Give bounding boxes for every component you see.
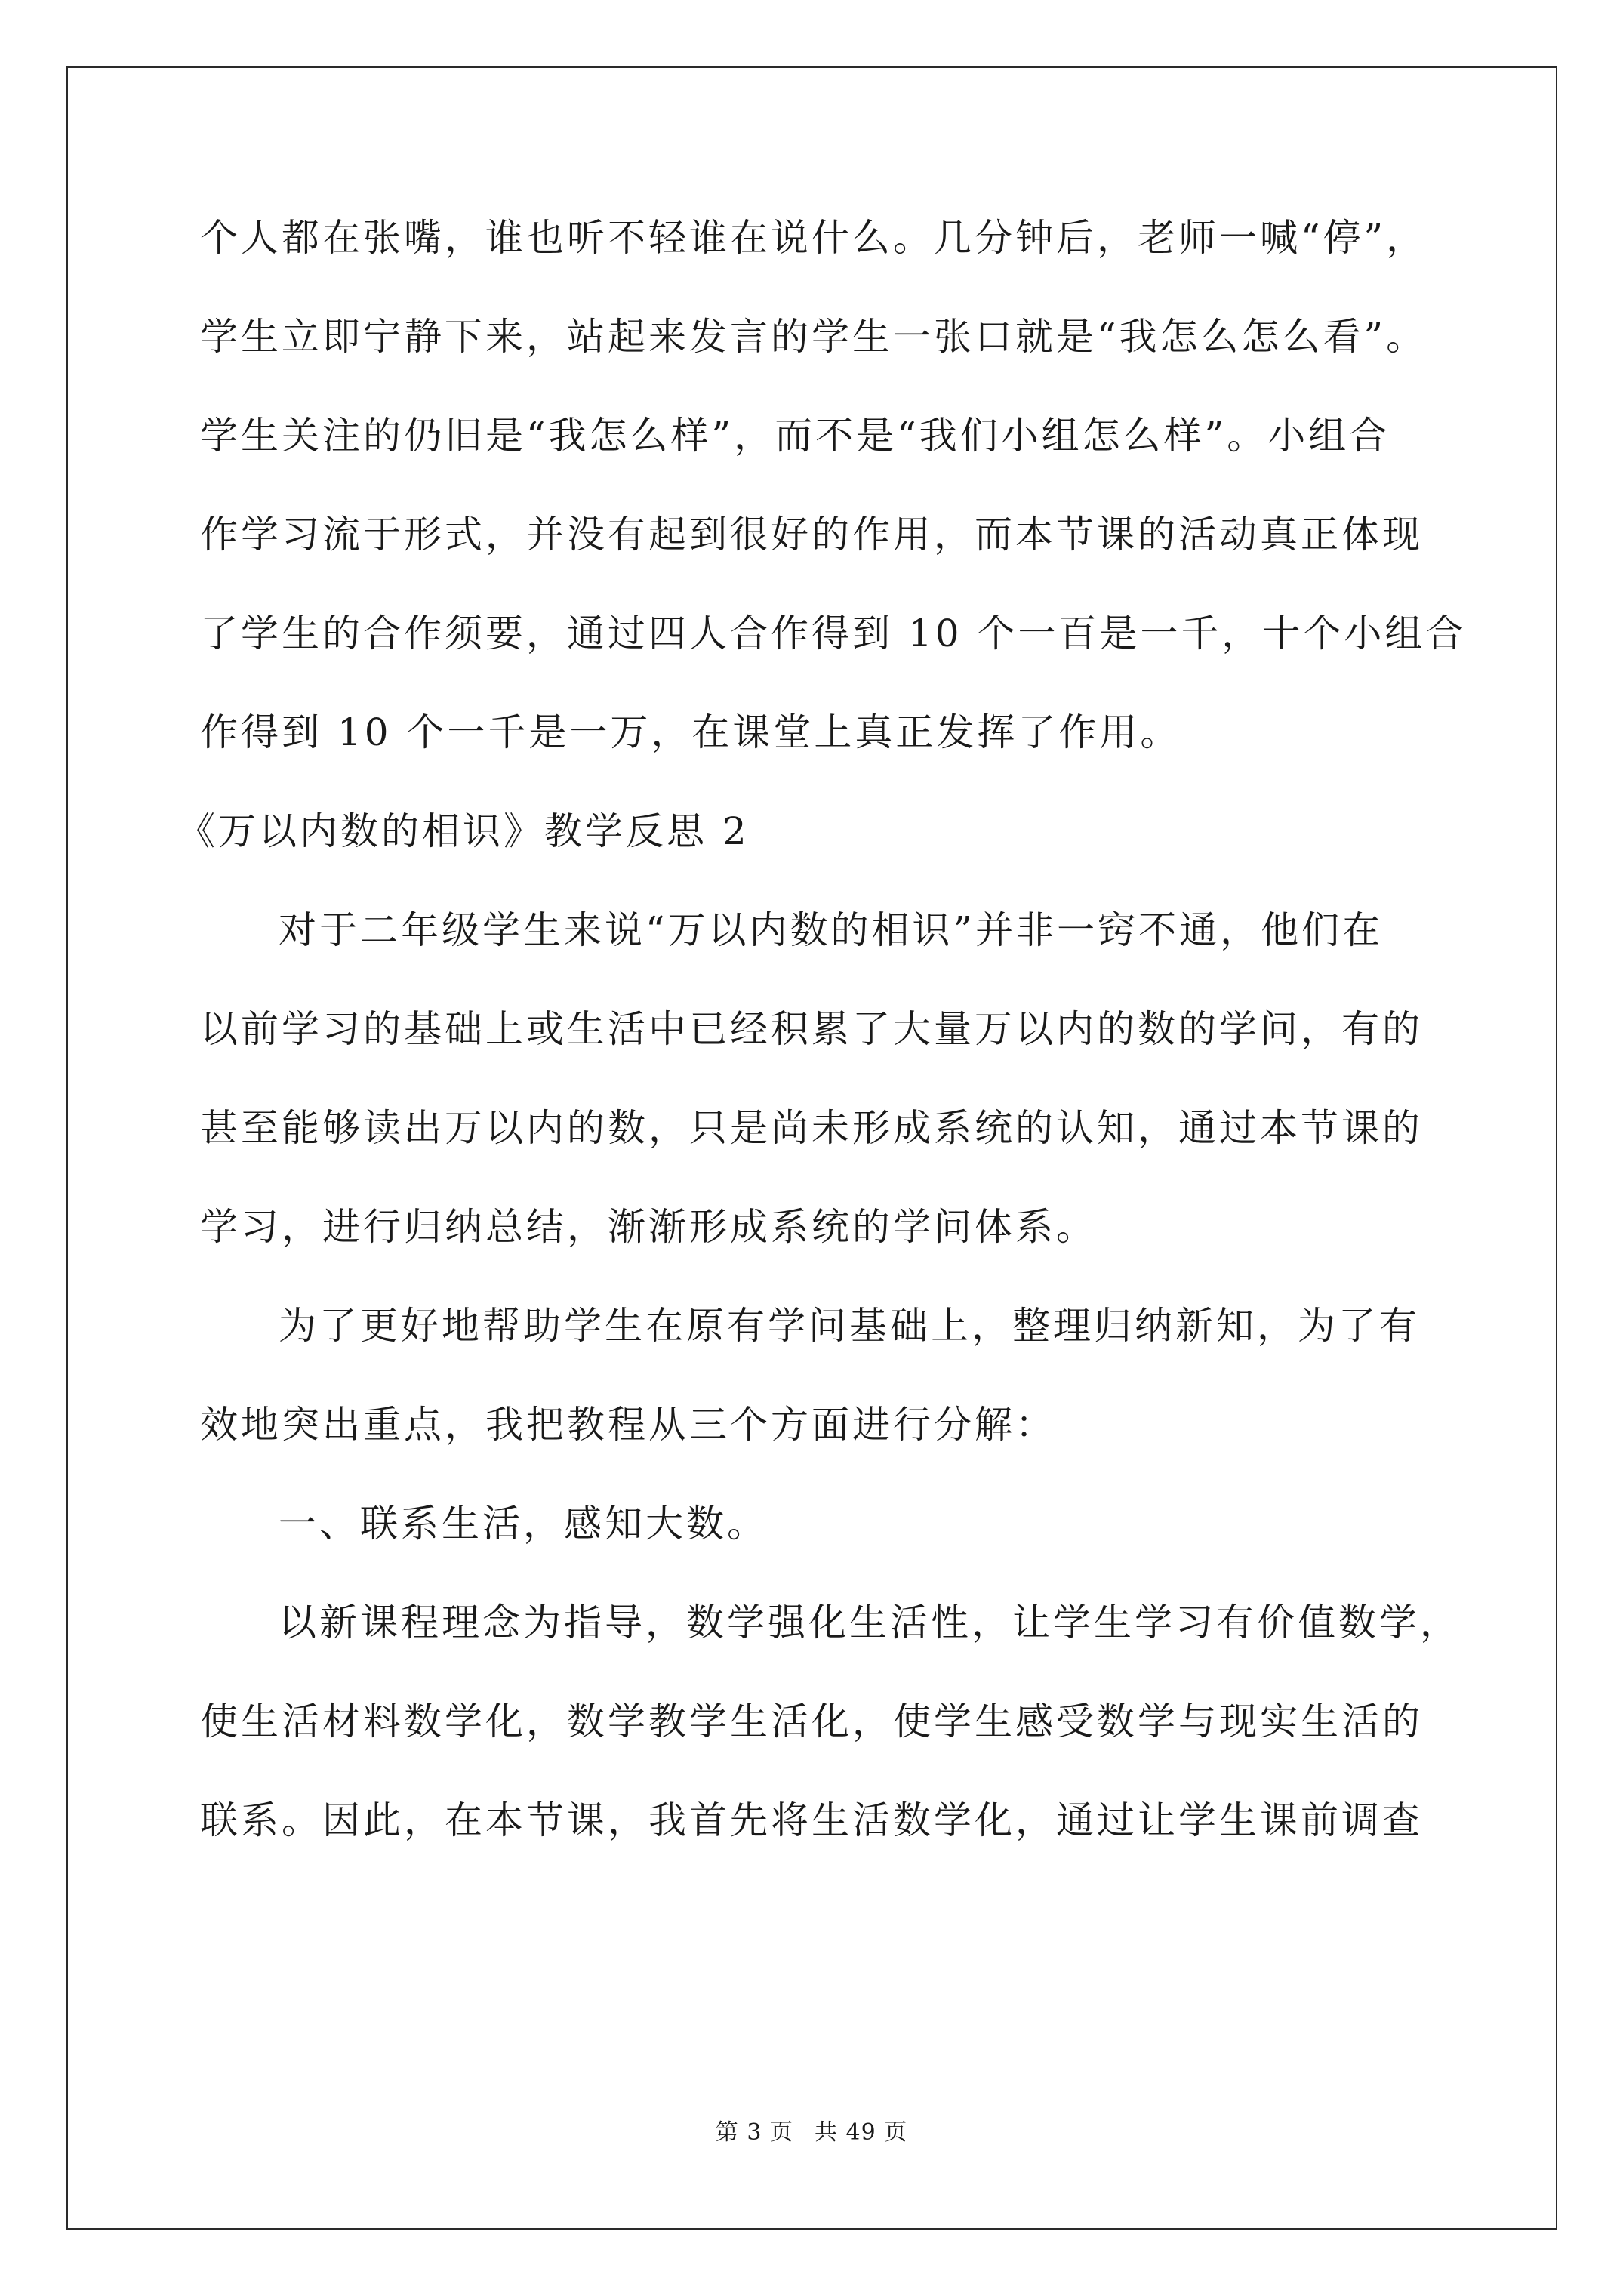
subheading-line: 一、联系生活，感知大数。: [279, 1502, 768, 1546]
page-total: 共 49 页: [814, 2119, 908, 2146]
body-line-4: 作学习流于形式，并没有起到很好的作用，而本节课的活动真正体现: [200, 513, 1423, 556]
body-line-6: 作得到 10 个一千是一万，在课堂上真正发挥了作用。: [200, 710, 1181, 754]
paragraph-line-3: 甚至能够读出万以内的数，只是尚未形成系统的认知，通过本节课的: [200, 1106, 1423, 1150]
document-body: [177, 216, 1467, 1900]
paragraph-line-4: 学习，进行归纳总结，渐渐形成系统的学问体系。: [200, 1205, 1097, 1249]
paragraph-line-9: 联系。因此，在本节课，我首先将生活数学化，通过让学生课前调查: [200, 1798, 1423, 1842]
paragraph-line-6: 效地突出重点，我把教程从三个方面进行分解：: [200, 1403, 1056, 1447]
paragraph-line-2: 以前学习的基础上或生活中已经积累了大量万以内的数的学问，有的: [200, 1007, 1423, 1051]
body-line-3: 学生关注的仍旧是“我怎么样”，而不是“我们小组怎么样”。小组合: [200, 414, 1390, 458]
body-line-2: 学生立即宁静下来，站起来发言的学生一张口就是“我怎么怎么看”。: [200, 315, 1427, 359]
section-heading: 《万以内数的相识》教学反思 2: [177, 809, 750, 853]
paragraph-line-1: 对于二年级学生来说“万以内数的相识”并非一窍不通，他们在: [279, 908, 1384, 952]
page-footer: [0, 2119, 1623, 2146]
page-number: 第 3 页: [715, 2119, 793, 2146]
paragraph-line-5: 为了更好地帮助学生在原有学问基础上，整理归纳新知，为了有: [279, 1304, 1420, 1348]
paragraph-line-8: 使生活材料数学化，数学教学生活化，使学生感受数学与现实生活的: [200, 1700, 1423, 1743]
body-line-5: 了学生的合作须要，通过四人合作得到 10 个一百是一千，十个小组合: [200, 612, 1467, 655]
body-line-1: 个人都在张嘴，谁也听不轻谁在说什么。几分钟后，老师一喊“停”，: [200, 216, 1427, 260]
paragraph-line-7: 以新课程理念为指导，数学强化生活性，让学生学习有价值数学，: [279, 1601, 1461, 1644]
